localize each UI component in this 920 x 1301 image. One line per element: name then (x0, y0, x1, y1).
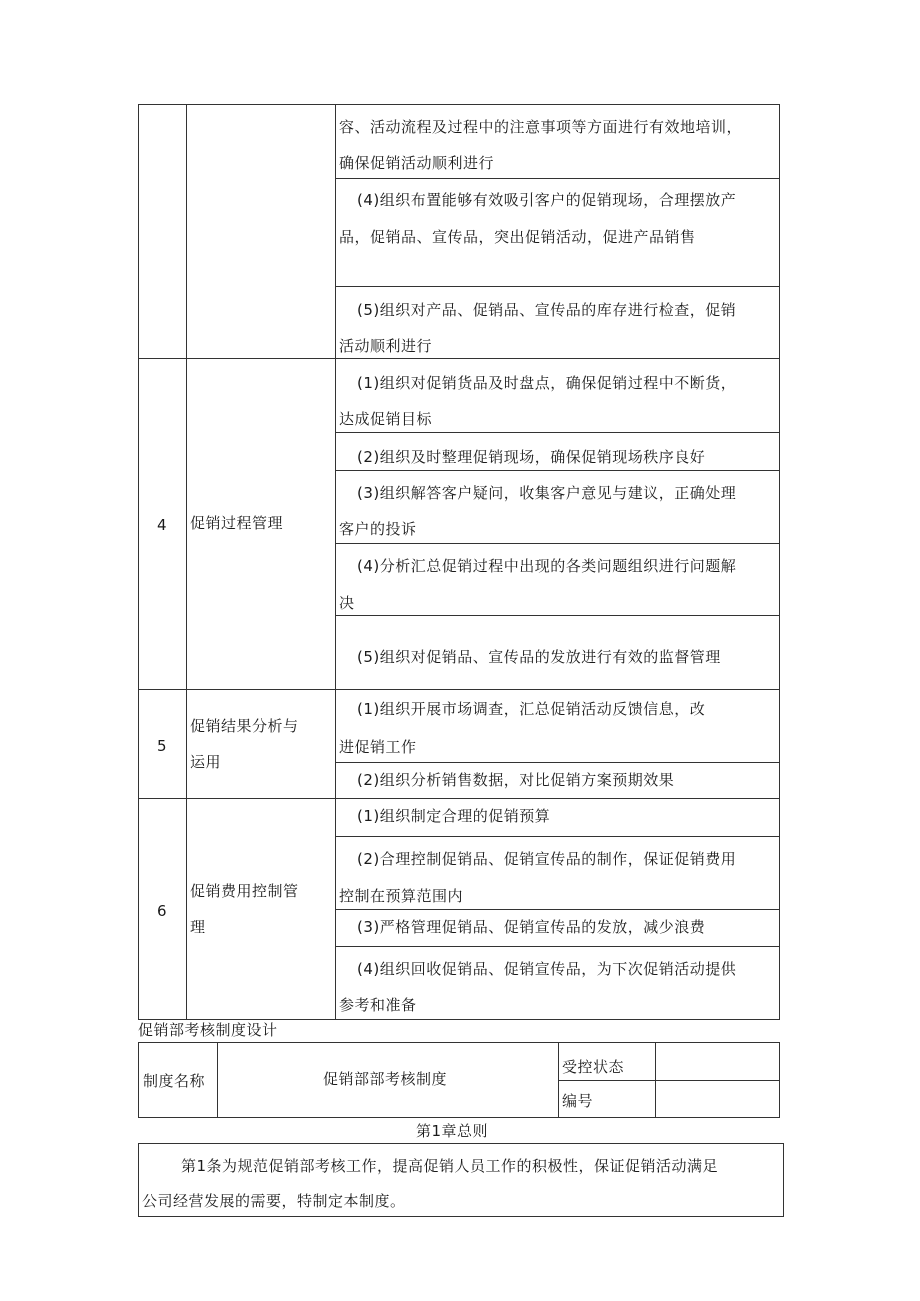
header-border-left (138, 1042, 139, 1118)
item-text: 决 (339, 594, 355, 612)
item-text: 确保促销活动顺利进行 (339, 154, 495, 172)
row-separator (138, 358, 780, 359)
header-border-top (138, 1042, 780, 1043)
item-separator (335, 432, 780, 433)
header-col-divider (217, 1042, 218, 1118)
item-text: 参考和准备 (339, 996, 417, 1014)
chapter-title: 第1章总则 (416, 1122, 489, 1140)
row-title: 促销结果分析与 (190, 717, 299, 735)
item-text: 达成促销目标 (339, 410, 433, 428)
item-text: (3)组织解答客户疑问，收集客户意见与建议，正确处理 (357, 484, 737, 502)
article-border-right (783, 1143, 784, 1217)
table-border-top (138, 104, 780, 105)
item-text: (1)组织开展市场调查，汇总促销活动反馈信息，改 (357, 700, 706, 718)
row-number: 5 (157, 737, 167, 755)
item-separator (335, 762, 780, 763)
article-text: 公司经营发展的需要，特制定本制度。 (142, 1192, 406, 1210)
item-text: 活动顺利进行 (339, 337, 433, 355)
item-separator (335, 543, 780, 544)
item-text: (2)合理控制促销品、促销宣传品的制作，保证促销费用 (357, 850, 737, 868)
item-separator (335, 909, 780, 910)
item-text: 客户的投诉 (339, 520, 417, 538)
item-separator (335, 946, 780, 947)
item-text: (4)分析汇总促销过程中出现的各类问题组织进行问题解 (357, 557, 737, 575)
item-text: (1)组织制定合理的促销预算 (357, 807, 551, 825)
table-col-divider-2 (335, 104, 336, 1020)
article-border-bottom (138, 1216, 784, 1217)
header-col-divider (558, 1042, 559, 1118)
row-separator (138, 689, 780, 690)
item-text: 品，促销品、宣传品，突出促销活动，促进产品销售 (339, 228, 696, 246)
table-border-right (779, 104, 780, 1020)
item-text: 控制在预算范围内 (339, 887, 464, 905)
row-number: 6 (157, 902, 167, 920)
item-separator (335, 178, 780, 179)
row-title: 促销费用控制管 (190, 882, 299, 900)
table-border-left (138, 104, 139, 1020)
row-number: 4 (157, 516, 167, 534)
item-separator (335, 286, 780, 287)
item-text: (5)组织对产品、促销品、宣传品的库存进行检查，促销 (357, 301, 737, 319)
table-border-bottom (138, 1019, 780, 1020)
table-col-divider-1 (186, 104, 187, 1020)
item-text: 进促销工作 (339, 738, 417, 756)
item-separator (335, 836, 780, 837)
item-text: (4)组织回收促销品、促销宣传品，为下次促销活动提供 (357, 960, 737, 978)
header-row-divider (558, 1080, 780, 1081)
row-title: 理 (190, 918, 206, 936)
name-value: 促销部部考核制度 (323, 1070, 448, 1088)
article-border-left (138, 1143, 139, 1217)
row-title: 促销过程管理 (190, 514, 284, 532)
name-label: 制度名称 (143, 1072, 206, 1090)
article-border-top (138, 1143, 784, 1144)
row-separator (138, 798, 780, 799)
item-text: 容、活动流程及过程中的注意事项等方面进行有效地培训， (339, 118, 743, 136)
item-text: (2)组织及时整理促销现场，确保促销现场秩序良好 (357, 448, 706, 466)
number-label: 编号 (562, 1092, 594, 1110)
item-text: (5)组织对促销品、宣传品的发放进行有效的监督管理 (357, 648, 721, 666)
item-text: (3)严格管理促销品、促销宣传品的发放，减少浪费 (357, 918, 706, 936)
item-text: (1)组织对促销货品及时盘点，确保促销过程中不断货， (357, 374, 737, 392)
row-title: 运用 (190, 753, 222, 771)
header-border-bottom (138, 1117, 780, 1118)
item-separator (335, 615, 780, 616)
item-separator (335, 470, 780, 471)
header-border-right (779, 1042, 780, 1118)
article-text: 第1条为规范促销部考核工作，提高促销人员工作的积极性，保证促销活动满足 (181, 1157, 719, 1175)
header-col-divider (655, 1042, 656, 1118)
section-title: 促销部考核制度设计 (138, 1021, 278, 1039)
status-label: 受控状态 (562, 1058, 625, 1076)
item-text: (4)组织布置能够有效吸引客户的促销现场，合理摆放产 (357, 191, 737, 209)
item-text: (2)组织分析销售数据，对比促销方案预期效果 (357, 771, 675, 789)
